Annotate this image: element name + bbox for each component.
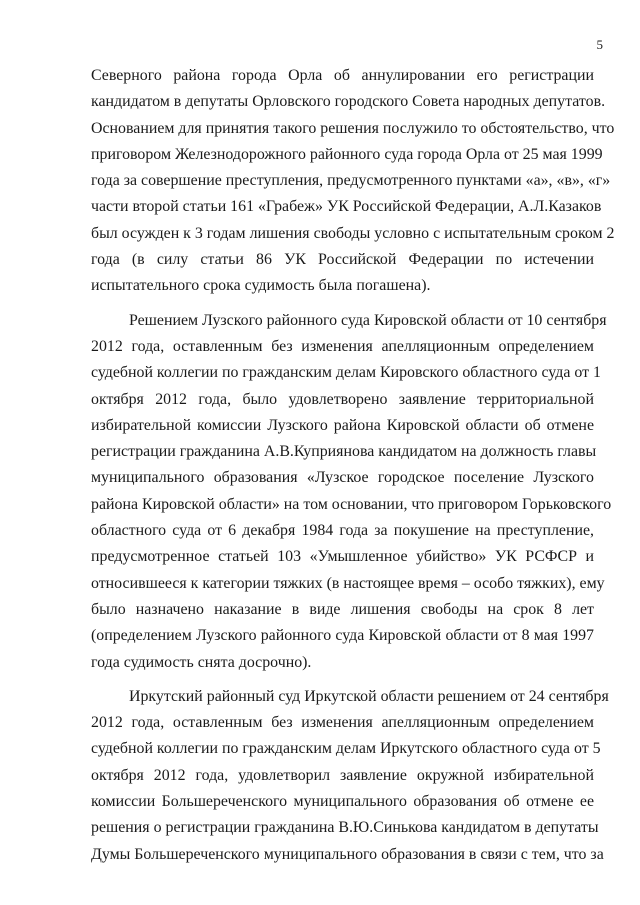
text-line: приговором Железнодорожного районного суда города Орла от 25 мая 1999 [91,145,603,163]
text-line: областного суда от 6 декабря 1984 года за покушение на преступление, [91,522,594,540]
text-line: избирательной комиссии Лузского района Кировской области об отмене [91,416,594,434]
text-line: года (в силу статьи 86 УК Российской Федерации по истечении [91,251,594,269]
text-line: судебной коллегии по гражданским делам Кировского областного суда от 1 [91,364,601,382]
text-line: октября 2012 года, было удовлетворено заявление территориальной [91,390,594,408]
text-line: кандидатом в депутаты Орловского городского Совета народных депутатов. [91,93,606,111]
text-line: Думы Большереченского муниципального образования в связи с тем, что за [91,845,604,863]
text-line: был осужден к 3 годам лишения свободы условно с испытательным сроком 2 [91,224,615,242]
paragraph-gap [91,676,594,684]
text-line: испытательного срока судимость была погашена). [91,277,431,295]
paragraph [91,63,615,300]
text-line: года судимость снята досрочно). [91,653,312,671]
text-line: Основанием для принятия такого решения послужило то обстоятельство, что [91,119,615,137]
paragraph [91,684,609,868]
text-line: части второй статьи 161 «Грабеж» УК Российской Федерации, А.Л.Казаков [91,198,602,216]
text-line: (определением Лузского районного суда Кировской области от 8 мая 1997 [91,627,594,645]
text-line: регистрации гражданина А.В.Куприянова кандидатом на должность главы [91,443,597,461]
text-line: муниципального образования «Лузское городское поселение Лузского [91,469,594,487]
text-line: судебной коллегии по гражданским делам Иркутского областного суда от 5 [91,740,601,758]
text-line: района Кировской области» на том основании, что приговором Горьковского [91,495,612,513]
document-body [91,63,615,868]
text-line: было назначено наказание в виде лишения свободы на срок 8 лет [91,600,594,618]
paragraph-gap [91,300,594,308]
text-line: относившееся к категории тяжких (в настоящее время – особо тяжких), ему [91,574,605,592]
text-line: Решением Лузского районного суда Кировской области от 10 сентября [129,311,607,329]
text-line: решения о регистрации гражданина В.Ю.Синькова кандидатом в депутаты [91,819,599,837]
text-line: предусмотренное статьей 103 «Умышленное убийство» УК РСФСР и [91,548,594,566]
text-line: 2012 года, оставленным без изменения апелляционным определением [91,714,594,732]
text-line: комиссии Большереченского муниципального образования об отмене ее [91,793,594,811]
text-line: года за совершение преступления, предусмотренного пунктами «а», «в», «г» [91,172,611,190]
paragraph [91,308,612,676]
text-line: октября 2012 года, удовлетворил заявление окружной избирательной [91,766,594,784]
text-line: Северного района города Орла об аннулировании его регистрации [91,67,594,84]
page-number: 5 [596,37,603,52]
text-line: Иркутский районный суд Иркутской области решением от 24 сентября [129,687,609,705]
text-line: 2012 года, оставленным без изменения апелляционным определением [91,337,594,355]
